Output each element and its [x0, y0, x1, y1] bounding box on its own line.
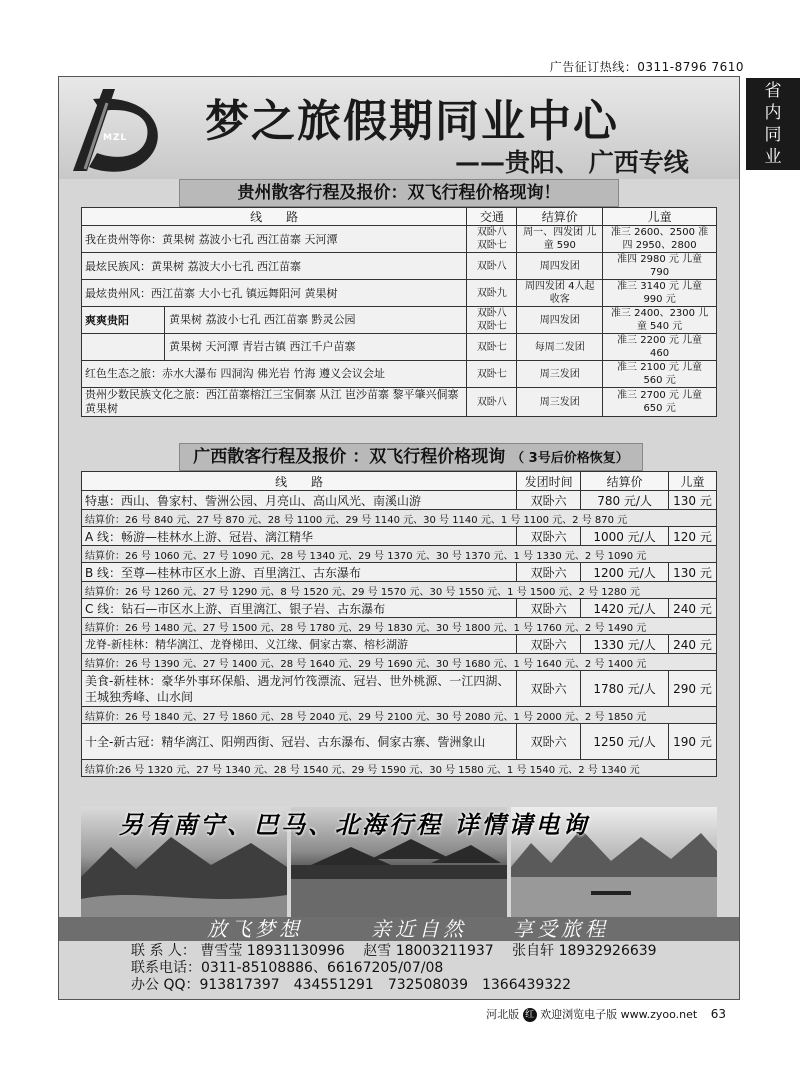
table-header-row [82, 208, 717, 226]
settle-row [82, 654, 717, 671]
price-cell: 周四发团 [517, 307, 603, 334]
ad-page [58, 76, 740, 1000]
price-cell: 1250 元/人 [581, 724, 669, 760]
table-row [82, 635, 717, 654]
table-row [82, 334, 717, 361]
child-cell: 240 元 [669, 599, 717, 618]
transport-cell: 双卧八 [467, 253, 517, 280]
child-cell: 准三 2400、2300 儿童 540 元 [603, 307, 717, 334]
child-cell: 准三 2700 元 儿童 650 元 [603, 388, 717, 417]
guangxi-section-bar [179, 443, 643, 471]
table-row [82, 671, 717, 707]
agency-title: 梦之旅假期同业中心 [205, 96, 619, 147]
route-cell: B 线：至尊—桂林市区水上游、百里漓江、古东瀑布 [82, 563, 517, 582]
child-cell: 240 元 [669, 635, 717, 654]
price-cell: 周四发团 [517, 253, 603, 280]
route-cell: 红色生态之旅：赤水大瀑布 四洞沟 佛光岩 竹海 遵义会议会址 [82, 361, 467, 388]
table-header-row [82, 472, 717, 491]
child-cell: 290 元 [669, 671, 717, 707]
settle-cell: 结算价：26 号 1060 元、27 号 1090 元、28 号 1340 元、29 号 1370 元、30 号 1370 元、1 号 1330 元、2 号 1090 元 [82, 546, 717, 563]
section-tab-char: 同 [764, 125, 782, 145]
contact-block [131, 943, 657, 994]
table-row [82, 361, 717, 388]
settle-row [82, 582, 717, 599]
child-cell: 准四 2980 元 儿童 790 [603, 253, 717, 280]
route-cell [82, 307, 467, 334]
agency-subtitle: ——贵阳、 广西专线 [455, 148, 689, 177]
page-number: 63 [710, 1007, 726, 1021]
slogan-phrase: 享受旅程 [513, 917, 609, 941]
route-cell: 十全-新古冠：精华漓江、阳朔西街、冠岩、古东瀑布、侗家古寨、訾洲象山 [82, 724, 517, 760]
section-tab-char: 内 [764, 103, 782, 123]
time-cell: 双卧六 [517, 671, 581, 707]
time-cell: 双卧六 [517, 491, 581, 510]
page-footer [486, 1006, 726, 1022]
route-cell: A 线：畅游—桂林水上游、冠岩、漓江精华 [82, 527, 517, 546]
route-cell: 特惠：西山、鲁家村、訾洲公园、月亮山、高山风光、南溪山游 [82, 491, 517, 510]
guizhou-section-bar: 贵州散客行程及报价：双飞行程价格现询！ [179, 179, 619, 207]
section-tab [746, 78, 800, 170]
table-row [82, 599, 717, 618]
time-cell: 双卧六 [517, 563, 581, 582]
route-cell: 贵州少数民族文化之旅：西江苗寨榕江三宝侗寨 从江 岜沙苗寨 黎平肇兴侗寨 黄果树 [82, 388, 467, 417]
child-cell: 准三 2600、2500 准四 2950、2800 [603, 226, 717, 253]
header-cell: 发团时间 [517, 472, 581, 491]
route-text: 黄果树 天河潭 青岩古镇 西江千户苗寨 [164, 334, 356, 360]
settle-cell: 结算价：26 号 1260 元、27 号 1290 元、8 号 1520 元、29 号 1570 元、30 号 1550 元、1 号 1500 元、2 号 1280 元 [82, 582, 717, 599]
slogan-bar [59, 917, 739, 941]
route-cell: 我在贵州等你：黄果树 荔波小七孔 西江苗寨 天河潭 [82, 226, 467, 253]
price-cell: 1330 元/人 [581, 635, 669, 654]
settle-row [82, 707, 717, 724]
route-cell [82, 334, 467, 361]
table-row [82, 724, 717, 760]
settle-row [82, 618, 717, 635]
guangxi-section-note: （ 3号后价格恢复） [511, 451, 629, 466]
child-cell: 130 元 [669, 491, 717, 510]
contact-person: 赵雪 18003211937 [363, 943, 494, 959]
route-cell: C 线：钻石—市区水上游、百里漓江、银子岩、古东瀑布 [82, 599, 517, 618]
time-cell: 双卧六 [517, 599, 581, 618]
route-text: 黄果树 荔波小七孔 西江苗寨 黔灵公园 [164, 307, 356, 333]
ad-header [59, 77, 739, 179]
settle-row [82, 510, 717, 527]
child-cell: 130 元 [669, 563, 717, 582]
edition-badge: 红 [523, 1008, 537, 1022]
transport-cell: 双卧七 [467, 334, 517, 361]
contact-person: 张自轩 18932926639 [512, 943, 657, 959]
contact-label: 联 系 人： [131, 943, 196, 959]
child-cell: 准三 3140 元 儿童 990 元 [603, 280, 717, 307]
extra-routes-caption: 另有南宁、巴马、北海行程 详情请电询 [119, 811, 590, 839]
price-cell: 1780 元/人 [581, 671, 669, 707]
transport-cell: 双卧九 [467, 280, 517, 307]
settle-cell: 结算价：26 号 1480 元、27 号 1500 元、28 号 1780 元、29 号 1830 元、30 号 1800 元、1 号 1760 元、2 号 1490 元 [82, 618, 717, 635]
guizhou-table [81, 207, 717, 417]
route-cell: 美食-新桂林：豪华外事环保船、遇龙河竹筏漂流、冠岩、世外桃源、一江四湖、王城独秀峰、山水间 [82, 671, 517, 707]
logo-text: MZL [103, 133, 128, 143]
time-cell: 双卧六 [517, 635, 581, 654]
settle-row [82, 760, 717, 777]
contact-qq-line: 办公 QQ：913817397 434551291 732508039 1366439322 [131, 977, 572, 993]
table-row [82, 280, 717, 307]
slogan-phrase: 放飞梦想 [207, 917, 303, 941]
price-cell: 1000 元/人 [581, 527, 669, 546]
route-cell: 龙脊-新桂林：精华漓江、龙脊梯田、义江缘、侗家古寨、榕杉湖游 [82, 635, 517, 654]
contact-person: 曹雪莹 18931130996 [200, 943, 345, 959]
settle-cell: 结算价:26 号 1320 元、27 号 1340 元、28 号 1540 元、29 号 1590 元、30 号 1580 元、1 号 1540 元、2 号 1340 元 [82, 760, 717, 777]
child-cell: 190 元 [669, 724, 717, 760]
section-tab-char: 省 [764, 81, 782, 101]
time-cell: 双卧六 [517, 527, 581, 546]
settle-row [82, 546, 717, 563]
price-cell: 周四发团 4人起收客 [517, 280, 603, 307]
contact-phone-line: 联系电话：0311-85108886、66167205/07/08 [131, 960, 444, 976]
settle-cell: 结算价：26 号 1390 元、27 号 1400 元、28 号 1640 元、29 号 1690 元、30 号 1680 元、1 号 1640 元、2 号 1400 元 [82, 654, 717, 671]
transport-cell: 双卧八 [467, 388, 517, 417]
header-cell: 线 路 [82, 472, 517, 491]
header-cell: 儿童 [603, 208, 717, 226]
slogan-phrase: 亲近自然 [371, 917, 467, 941]
header-cell: 线 路 [82, 208, 467, 226]
table-row [82, 491, 717, 510]
transport-cell: 双卧七 [467, 361, 517, 388]
child-cell: 准三 2200 元 儿童 460 [603, 334, 717, 361]
settle-cell: 结算价：26 号 840 元、27 号 870 元、28 号 1100 元、29 号 1140 元、30 号 1140 元、1 号 1100 元、2 号 870 元 [82, 510, 717, 527]
child-cell: 120 元 [669, 527, 717, 546]
header-cell: 结算价 [581, 472, 669, 491]
table-row [82, 527, 717, 546]
header-cell: 交通 [467, 208, 517, 226]
header-cell: 结算价 [517, 208, 603, 226]
edition-label: 河北版 [486, 1008, 520, 1021]
table-row [82, 253, 717, 280]
transport-cell: 双卧八 双卧七 [467, 226, 517, 253]
price-cell: 1420 元/人 [581, 599, 669, 618]
table-row [82, 226, 717, 253]
contact-people-line [131, 943, 657, 960]
group-label: 爽爽贵阳 [85, 314, 129, 327]
guangxi-table [81, 471, 717, 777]
price-cell: 1200 元/人 [581, 563, 669, 582]
table-row [82, 388, 717, 417]
price-cell: 周三发团 [517, 388, 603, 417]
time-cell: 双卧六 [517, 724, 581, 760]
header-cell: 儿童 [669, 472, 717, 491]
footer-text: 欢迎浏览电子版 www.zyoo.net [540, 1008, 698, 1021]
table-row [82, 563, 717, 582]
price-cell: 每周二发团 [517, 334, 603, 361]
mzl-logo [63, 81, 173, 177]
price-cell: 780 元/人 [581, 491, 669, 510]
guangxi-section-title: 广西散客行程及报价 ：双飞行程价格现询 [193, 447, 506, 467]
section-tab-char: 业 [764, 147, 782, 167]
transport-cell: 双卧八 双卧七 [467, 307, 517, 334]
table-row [82, 307, 717, 334]
route-cell: 最炫贵州风：西江苗寨 大小七孔 镇远舞阳河 黄果树 [82, 280, 467, 307]
ad-hotline: 广告征订热线：0311-8796 7610 [549, 60, 744, 74]
child-cell: 准三 2100 元 儿童 560 元 [603, 361, 717, 388]
route-cell: 最炫民族风：黄果树 荔波大小七孔 西江苗寨 [82, 253, 467, 280]
settle-cell: 结算价：26 号 1840 元、27 号 1860 元、28 号 2040 元、29 号 2100 元、30 号 2080 元、1 号 2000 元、2 号 1850 元 [82, 707, 717, 724]
price-cell: 周一、四发团 儿童 590 [517, 226, 603, 253]
price-cell: 周三发团 [517, 361, 603, 388]
